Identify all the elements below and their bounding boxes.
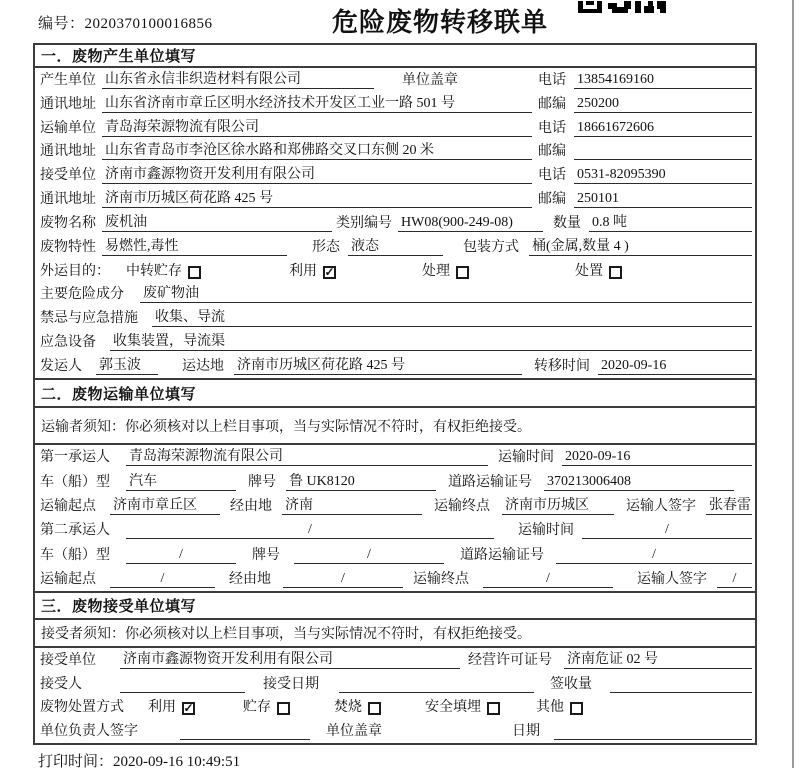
qr-code-fragment-icon	[578, 0, 666, 18]
field-label: 运输起点	[40, 498, 96, 514]
section3-notice: 接受者须知：你必须核对以上栏目事项，当与实际情况不符时，有权拒绝接受。	[35, 620, 755, 648]
row-main-hazard	[35, 283, 755, 307]
field-value: 济南市鑫源物资开发利用有限公司	[120, 651, 460, 669]
field-label: 数量	[553, 215, 581, 231]
field-label: 车（船）型	[40, 474, 110, 490]
row-vehicle-type-1	[35, 469, 755, 493]
field-value: 0531-82095390	[574, 166, 752, 184]
row-shipper	[35, 354, 755, 378]
row-emergency-equipment	[35, 330, 755, 354]
section3-header: 三．废物接受单位填写	[35, 591, 755, 620]
field-label: 接受日期	[263, 676, 319, 692]
field-label: 通讯地址	[40, 192, 96, 208]
row-receiver	[35, 672, 755, 696]
field-label: 电话	[538, 120, 566, 136]
checkbox-transfer-storage	[188, 266, 201, 279]
print-time-value: 2020-09-16 10:49:51	[113, 754, 241, 768]
field-value: 济南市鑫源物资开发利用有限公司	[102, 166, 532, 184]
page-title: 危险废物转移联单	[332, 8, 549, 37]
field-label: 接受人	[40, 676, 82, 692]
field-label: 运输终点	[434, 498, 490, 514]
row-responsible-signature	[35, 719, 755, 743]
checkbox-mark: ✓	[324, 264, 335, 279]
field-label: 牌号	[248, 474, 276, 490]
checkbox-safe-landfill	[487, 702, 500, 715]
field-label: 电话	[538, 72, 566, 88]
checkbox-label-safe-landfill: 安全填埋	[425, 700, 481, 716]
field-value: 山东省永信非织造材料有限公司	[102, 71, 374, 89]
field-label: 废物名称	[40, 215, 96, 231]
field-value: 郭玉波	[96, 357, 158, 375]
field-value: 济南市章丘区	[110, 497, 220, 515]
checkbox-treat	[456, 266, 469, 279]
checkbox-label-transfer-storage: 中转贮存	[126, 263, 182, 279]
field-value: /	[717, 570, 752, 588]
field-value	[554, 723, 752, 740]
row-waste-characteristics	[35, 235, 755, 259]
field-value: /	[483, 570, 613, 588]
row-transport-route-1	[35, 494, 755, 518]
field-label: 接受单位	[40, 168, 96, 184]
field-value: 250200	[574, 95, 752, 113]
field-value: 废机油	[102, 214, 332, 232]
field-label: 经由地	[230, 498, 272, 514]
row-outbound-purpose	[35, 259, 755, 283]
field-value: 济南市历城区	[502, 497, 614, 515]
field-label: 接受单位	[40, 652, 96, 668]
row-transport-unit	[35, 116, 755, 140]
field-value: 2020-09-16	[598, 357, 752, 375]
field-label: 废物处置方式	[40, 700, 124, 716]
checkbox-storage	[277, 702, 290, 715]
field-value: 济南	[282, 497, 422, 515]
field-label: 应急设备	[40, 335, 96, 351]
field-label: 车（船）型	[40, 547, 110, 563]
field-label: 日期	[512, 724, 540, 739]
field-value: /	[126, 521, 494, 539]
field-label: 经由地	[229, 571, 271, 587]
section2-body	[35, 445, 755, 591]
field-label: 道路运输证号	[460, 547, 544, 563]
field-label: 转移时间	[534, 358, 590, 374]
field-label: 运输时间	[498, 450, 554, 466]
field-label: 主要危险成分	[40, 287, 124, 303]
field-label: 道路运输证号	[448, 474, 532, 490]
checkbox-label-other: 其他	[536, 700, 564, 716]
field-value: 收集装置，导流渠	[110, 333, 752, 351]
row-transport-address	[35, 140, 755, 164]
field-value: 山东省青岛市李沧区徐水路和郑佛路交叉口东侧 20 米	[102, 142, 532, 160]
row-vehicle-type-2	[35, 542, 755, 566]
section1-header: 一．废物产生单位填写	[35, 45, 755, 68]
field-label: 产生单位	[40, 72, 96, 88]
checkbox-incinerate	[368, 702, 381, 715]
field-value: 2020-09-16	[562, 448, 752, 466]
print-time	[38, 750, 240, 768]
field-label: 电话	[538, 168, 566, 184]
section2-header: 二．废物运输单位填写	[35, 378, 755, 408]
row-waste-name	[35, 211, 755, 235]
field-label: 运输单位	[40, 120, 96, 136]
document-number-value: 2020370100016856	[84, 16, 213, 32]
field-label: 邮编	[538, 96, 566, 112]
checkbox-label-dispose: 处置	[575, 263, 603, 279]
field-label: 禁忌与应急措施	[40, 311, 138, 327]
row-generating-address	[35, 92, 755, 116]
section3-body	[35, 648, 755, 743]
row-receiving-unit	[35, 163, 755, 187]
field-label: 第二承运人	[40, 523, 110, 539]
document-number-label: 编号：	[38, 16, 85, 32]
field-label: 牌号	[252, 547, 280, 563]
field-value: 18661672606	[574, 119, 752, 137]
field-value: 易燃性,毒性	[102, 238, 287, 256]
field-label: 发运人	[40, 358, 82, 374]
field-label: 包装方式	[463, 239, 519, 255]
checkbox-other	[570, 702, 583, 715]
field-value: 山东省济南市章丘区明水经济技术开发区工业一路 501 号	[102, 95, 532, 113]
field-value: 250101	[574, 190, 752, 208]
field-value: 汽车	[126, 473, 236, 491]
field-value: /	[294, 546, 444, 564]
field-value: 0.8 吨	[589, 214, 752, 232]
field-label: 运输人签字	[637, 571, 707, 587]
field-value: 济南市历城区荷花路 425 号	[102, 190, 532, 208]
field-label: 运输终点	[413, 571, 469, 587]
field-value: 370213006408	[544, 473, 734, 491]
field-value: /	[556, 546, 752, 564]
transfer-manifest-form	[33, 43, 757, 745]
field-value	[610, 676, 752, 693]
row-second-carrier	[35, 518, 755, 542]
checkbox-mark: ✓	[183, 701, 194, 716]
field-label: 单位负责人签字	[40, 724, 138, 739]
field-value: 鲁 UK8120	[286, 473, 436, 491]
field-value: 13854169160	[574, 71, 752, 89]
checkbox-label-storage: 贮存	[243, 700, 271, 716]
row-accepting-unit	[35, 648, 755, 672]
field-label: 形态	[312, 239, 340, 255]
field-value	[120, 676, 245, 693]
field-value: 青岛海荣源物流有限公司	[102, 119, 532, 137]
row-receiving-address	[35, 187, 755, 211]
field-value: 张春雷	[706, 497, 752, 515]
field-label: 签收量	[550, 676, 592, 692]
row-emergency-measures	[35, 306, 755, 330]
field-value: 液态	[348, 238, 443, 256]
field-value: 青岛海荣源物流有限公司	[126, 448, 488, 466]
field-value: 济南危证 02 号	[564, 651, 752, 669]
page-right-edge	[792, 0, 794, 768]
field-label: 运输人签字	[626, 498, 696, 514]
field-value	[339, 676, 534, 693]
row-generating-unit	[35, 68, 755, 92]
field-label: 邮编	[538, 144, 566, 160]
field-label: 通讯地址	[40, 144, 96, 160]
field-label: 运输起点	[40, 571, 96, 587]
field-label: 类别编号	[336, 215, 392, 231]
field-label: 单位盖章	[402, 72, 458, 88]
field-value: /	[582, 521, 752, 539]
checkbox-dispose	[609, 266, 622, 279]
field-label: 通讯地址	[40, 96, 96, 112]
field-label: 单位盖章	[326, 724, 382, 739]
checkbox-label-incinerate: 焚烧	[334, 700, 362, 716]
section2-notice: 运输者须知：你必须核对以上栏目事项，当与实际情况不符时，有权拒绝接受。	[35, 408, 755, 445]
field-label: 外运目的：	[40, 263, 110, 279]
field-value: 废矿物油	[140, 285, 752, 303]
print-time-label: 打印时间：	[38, 754, 114, 768]
field-label: 第一承运人	[40, 450, 110, 466]
checkbox-label-utilize: 利用	[289, 263, 317, 279]
field-value: HW08(900-249-08)	[398, 214, 543, 232]
field-value: 收集、导流	[152, 309, 752, 327]
field-label: 邮编	[538, 192, 566, 208]
field-label: 经营许可证号	[468, 652, 552, 668]
document-number	[38, 12, 213, 33]
field-value: 桶(金属,数量 4 )	[529, 238, 752, 256]
field-value: 济南市历城区荷花路 425 号	[234, 357, 522, 375]
checkbox-label-utilize: 利用	[148, 700, 176, 716]
field-label: 运输时间	[518, 523, 574, 539]
field-value: /	[110, 570, 215, 588]
field-label: 运达地	[182, 358, 224, 374]
checkbox-label-treat: 处理	[422, 263, 450, 279]
section1-body	[35, 68, 755, 378]
row-transport-route-2	[35, 567, 755, 591]
row-first-carrier	[35, 445, 755, 469]
checkbox-utilize	[323, 266, 336, 279]
field-value: /	[126, 546, 236, 564]
field-value	[574, 143, 752, 160]
checkbox-utilize	[182, 702, 195, 715]
row-disposal-method	[35, 696, 755, 720]
field-label: 废物特性	[40, 239, 96, 255]
field-value: /	[283, 570, 403, 588]
field-value	[180, 723, 310, 740]
